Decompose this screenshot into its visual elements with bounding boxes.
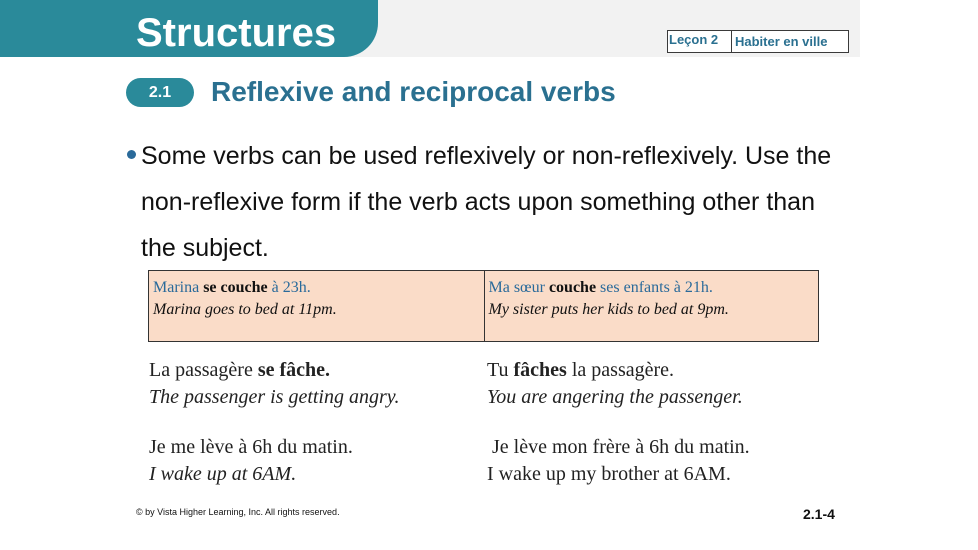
- sentence-start: La passagère: [149, 359, 253, 381]
- copyright-notice: © by Vista Higher Learning, Inc. All rights reserved.: [136, 507, 340, 517]
- highlight-cell-right: [484, 271, 819, 341]
- french-sentence: [153, 277, 480, 299]
- sentence-verb: se couche: [203, 279, 268, 296]
- english-translation: I wake up my brother at 6AM.: [487, 463, 731, 485]
- sentence-verb: se fâche.: [257, 359, 331, 381]
- french-sentence: Je lève mon frère à 6h du matin.: [492, 436, 750, 458]
- example-highlight-table: [148, 270, 819, 342]
- example-right-2: [487, 434, 750, 488]
- section-title: Reflexive and reciprocal verbs: [211, 76, 616, 107]
- example-left-2: [149, 434, 353, 488]
- sentence-verb: couche: [548, 279, 597, 296]
- french-sentence: [149, 357, 400, 384]
- bullet-icon: [127, 150, 136, 159]
- sentence-verb: fâches: [513, 359, 567, 381]
- highlight-cell-left: [149, 271, 484, 341]
- lesson-name: Habiter en ville: [735, 34, 828, 49]
- example-left-1: [149, 357, 400, 411]
- french-sentence: [487, 357, 743, 384]
- sentence-rest: ses enfants à 21h.: [600, 279, 713, 296]
- lesson-label: Leçon 2: [668, 31, 732, 52]
- sentence-subject: Marina: [153, 279, 200, 296]
- example-right-1: [487, 357, 743, 411]
- bullet-text: Some verbs can be used reflexively or non-reflexively. Use the non-reflexive form if the verb acts upon something other than the subject.: [141, 142, 832, 262]
- section-number-badge: 2.1: [126, 78, 194, 107]
- english-translation: The passenger is getting angry.: [149, 386, 400, 408]
- french-sentence: Je me lève à 6h du matin.: [149, 436, 353, 458]
- english-translation: Marina goes to bed at 11pm.: [153, 301, 337, 318]
- page-number: 2.1-4: [803, 506, 835, 522]
- french-sentence: [489, 277, 815, 299]
- sentence-rest: à 23h.: [271, 279, 311, 296]
- sentence-end: la passagère.: [571, 359, 675, 381]
- sentence-start: Tu: [487, 359, 509, 381]
- english-translation: I wake up at 6AM.: [149, 463, 297, 485]
- english-translation: My sister puts her kids to bed at 9pm.: [488, 301, 729, 318]
- sentence-subject: Ma sœur: [488, 279, 545, 296]
- page-title: Structures: [136, 11, 337, 55]
- english-translation: You are angering the passenger.: [487, 386, 743, 408]
- lesson-box: [667, 30, 849, 53]
